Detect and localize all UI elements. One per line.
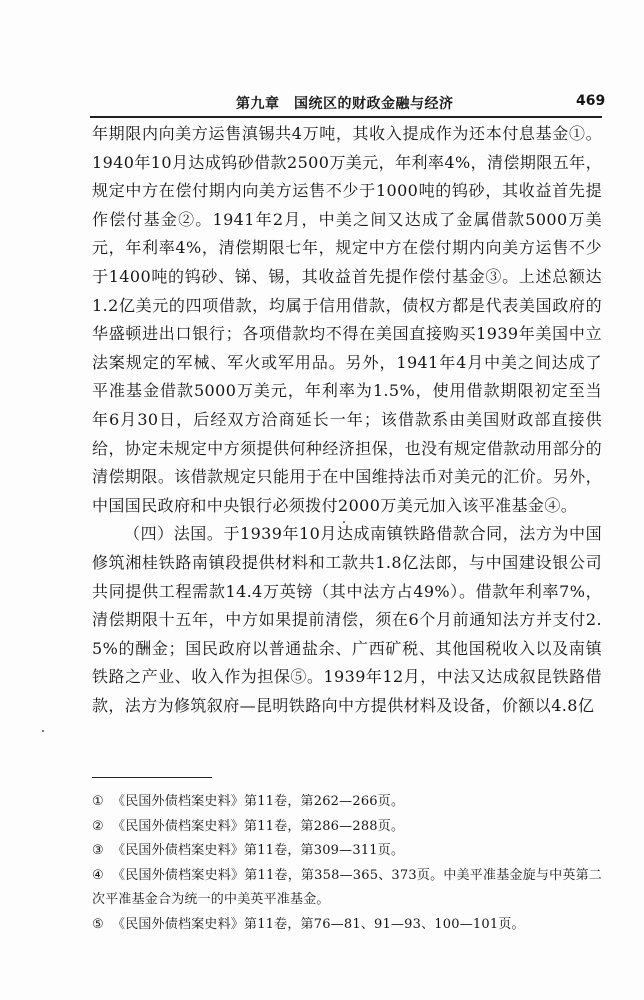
body-paragraph-2: （四）法国。于1939年10月达成南镇铁路借款合同，法方为中国修筑湘桂铁路南镇段提供材料和工款共1.8亿法郎，与中国建设银公司共同提供工程需款14.4万英镑（其中法方占49%）。借款年利率7%，清偿期限十五年，中方如果提前清偿，须在6个月前通知法方并支付2.5%的酬金；国民政府以普通盐余、广西矿税、其他国税收入以及南镇铁路之产业、收入作为担保⑤。1939年12月，中法又达成叙昆铁路借款，法方为修筑叙府—昆明铁路向中方提供材料及设备，价额以4.8亿	[92, 524, 602, 715]
running-title: 第九章 国统区的财政金融与经济	[236, 96, 454, 112]
body-text	[92, 120, 602, 720]
footnote-mark: ④	[92, 867, 104, 883]
footnote-5	[92, 913, 602, 938]
footnote-3	[92, 839, 602, 864]
footnote-2	[92, 815, 602, 840]
footnote-mark: ①	[92, 794, 104, 809]
footnote-mark: ⑤	[92, 916, 104, 932]
header-rule	[90, 116, 602, 118]
footnote-mark: ②	[92, 818, 104, 834]
scan-speck	[343, 521, 345, 523]
footnote-4	[92, 864, 602, 913]
footnote-rule	[92, 777, 212, 778]
footnote-text: 《民国外债档案史料》第11卷，第358—365、373页。中美平准基金旋与中英第二次平准基金合为统一的中美英平准基金。	[92, 867, 602, 907]
footnotes	[92, 790, 602, 937]
scan-speck	[42, 730, 44, 732]
footnote-text: 《民国外债档案史料》第11卷，第262—266页。	[112, 794, 405, 809]
footnote-text: 《民国外债档案史料》第11卷，第309—311页。	[112, 843, 405, 858]
footnote-1	[92, 790, 602, 815]
page-number: 469	[576, 93, 606, 109]
footnote-text: 《民国外债档案史料》第11卷，第286—288页。	[112, 818, 405, 834]
footnote-mark: ③	[92, 843, 104, 858]
footnote-text: 《民国外债档案史料》第11卷，第76—81、91—93、100—101页。	[112, 916, 525, 932]
body-paragraph-1: 年期限内向美方运售滇锡共4万吨，其收入提成作为还本付息基金①。1940年10月达成钨砂借款2500万美元，年利率4%，清偿期限五年，规定中方在偿付期内向美方运售不少于1000吨的钨砂，其收益首先提作偿付基金②。1941年2月，中美之间又达成了金属借款5000万美元，年利率4%，清偿期限七年，规定中方在偿付期内向美方运售不少于1400吨的钨砂、锑、锡，其收益首先提作偿付基金③。上述总额达1.2亿美元的四项借款，均属于信用借款，债权方都是代表美国政府的华盛顿进出口银行；各项借款均不得在美国直接购买1939年美国中立法案规定的军械、军火或军用品。另外，1941年4月中美之间达成了平准基金借款5000万美元，年利率为1.5%，使用借款期限初定至当年6月30日，后经双方洽商延长一年；该借款系由美国财政部直接供给，协定未规定中方须提供何种经济担保，也没有规定借款动用部分的清偿期限。该借款规定只能用于在中国维持法币对美元的汇价。另外，中国国民政府和中央银行必须拨付2000万美元加入该平准基金④。	[92, 124, 602, 515]
